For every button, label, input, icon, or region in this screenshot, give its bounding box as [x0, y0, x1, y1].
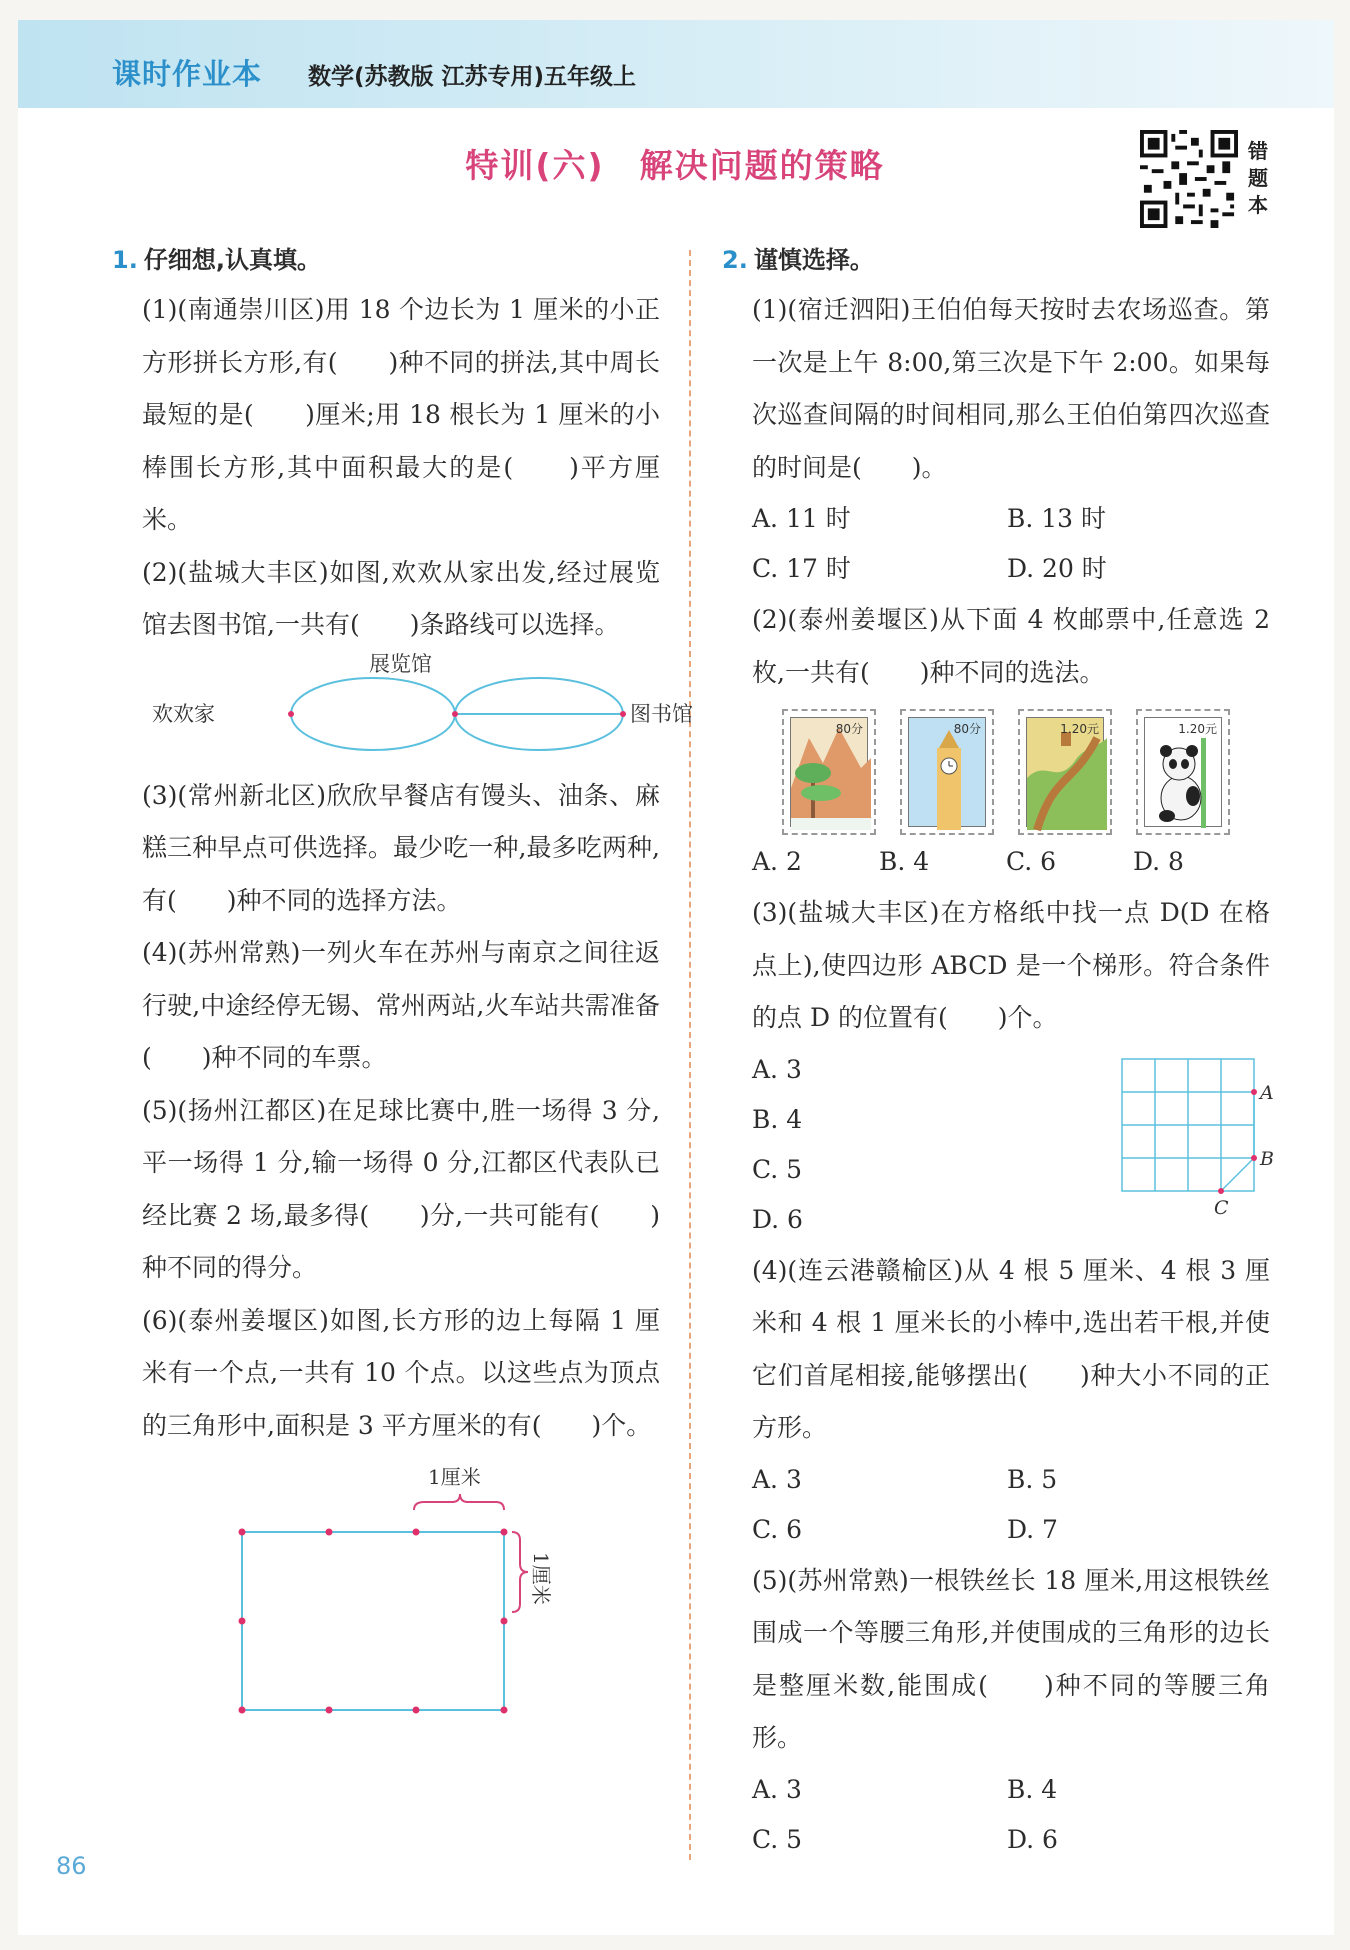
section-1-heading [112, 240, 660, 280]
q2-2-options [752, 837, 1270, 887]
option-d[interactable]: D. 7 [1007, 1514, 1058, 1544]
label-b: B [1260, 1147, 1274, 1170]
question-2-3: (3)(盐城大丰区)在方格纸中找一点 D(D 在格点上),使四边形 ABCD 是一个梯形。符合条件的点 D 的位置有( )个。 [752, 898, 1270, 1032]
book-brand: 课时作业本 [112, 57, 263, 91]
option-b[interactable]: B. 13 时 [1007, 504, 1107, 533]
section-1 [112, 240, 693, 1682]
qr-code-icon[interactable] [1140, 130, 1238, 228]
stamp-value: 1.20元 [1060, 722, 1099, 736]
grid-point [239, 1707, 246, 1714]
section-title: 仔细想,认真填。 [143, 246, 321, 274]
option-a[interactable]: A. 3 [752, 1774, 802, 1804]
option-c[interactable]: C. 5 [752, 1824, 803, 1854]
grid-point [239, 1618, 246, 1625]
option-c[interactable]: C. 6 [1006, 847, 1057, 876]
stamp-clocktower [900, 709, 994, 835]
qr-label-char: 错 [1248, 139, 1268, 163]
stamp-value: 80分 [835, 722, 863, 736]
side-unit-label: 1厘米 [529, 1552, 553, 1605]
error-book-label [1248, 138, 1274, 219]
option-d[interactable]: D. 20 时 [1007, 554, 1107, 583]
stamp-panda [1136, 709, 1230, 835]
grid-point [501, 1529, 508, 1536]
grid-point [326, 1707, 333, 1714]
point-a [1251, 1089, 1257, 1095]
option-d[interactable]: D. 8 [1133, 847, 1184, 876]
label-exhibition: 展览馆 [369, 651, 432, 676]
option-a[interactable]: A. 3 [752, 1054, 802, 1084]
question-1-4: (4)(苏州常熟)一列火车在苏州与南京之间往返行驶,中途经停无锡、常州两站,火车站共需准备( )种不同的车票。 [142, 938, 660, 1072]
grid-point [501, 1707, 508, 1714]
q2-5-options-row2 [752, 1815, 1270, 1865]
grid-point [239, 1529, 246, 1536]
grid-point [413, 1707, 420, 1714]
label-a: A [1260, 1081, 1274, 1104]
question-2-2: (2)(泰州姜堰区)从下面 4 枚邮票中,任意选 2 枚,一共有( )种不同的选法。 [752, 605, 1270, 687]
section-title: 谨慎选择。 [753, 246, 874, 274]
q2-4-options-row2 [752, 1505, 1270, 1555]
option-b[interactable]: B. 4 [1007, 1774, 1058, 1804]
stamp-value: 80分 [953, 722, 981, 736]
label-library: 图书馆 [630, 701, 693, 726]
route-arc-1 [291, 678, 455, 750]
label-home: 欢欢家 [152, 701, 215, 726]
stamp-value: 1.20元 [1178, 722, 1217, 736]
question-1-3: (3)(常州新北区)欣欣早餐店有馒头、油条、麻糕三种早点可供选择。最少吃一种,最多吃两种,有( )种不同的选择方法。 [142, 780, 660, 915]
q2-5-options-row1 [752, 1765, 1270, 1815]
section-2-heading [722, 240, 1270, 280]
option-b[interactable]: B. 5 [1007, 1464, 1058, 1494]
option-c[interactable]: C. 5 [752, 1154, 803, 1184]
question-1-2: (2)(盐城大丰区)如图,欢欢从家出发,经过展览馆去图书馆,一共有( )条路线可以选择。 [142, 557, 660, 639]
stamp-great-wall [1018, 709, 1112, 835]
top-unit-label: 1厘米 [428, 1465, 481, 1489]
option-a[interactable]: A. 3 [752, 1464, 802, 1494]
section-2 [722, 240, 1274, 1865]
option-c[interactable]: C. 17 时 [752, 554, 851, 583]
stamp-mountain [782, 709, 876, 835]
grid-point [326, 1529, 333, 1536]
label-c: C [1214, 1196, 1229, 1219]
q2-3-block [752, 1045, 1274, 1245]
grid-point [413, 1529, 420, 1536]
q2-1-options-row2 [752, 544, 1270, 594]
qr-label-char: 题 [1248, 166, 1268, 190]
grid-paper [1112, 1049, 1292, 1229]
column-divider [689, 250, 691, 1860]
question-1-1: (1)(南通崇川区)用 18 个边长为 1 厘米的小正方形拼长方形,有( )种不同的拼法,其中周长最短的是( )厘米;用 18 根长为 1 厘米的小棒围长方形,其中面积最大的是( )平方厘米。 [142, 295, 660, 534]
q2-4-options-row1 [752, 1455, 1270, 1505]
grid-point [501, 1618, 508, 1625]
q2-1-options-row1 [752, 494, 1270, 544]
question-1-5: (5)(扬州江都区)在足球比赛中,胜一场得 3 分,平一场得 1 分,输一场得 0 分,江都区代表队已经比赛 2 场,最多得( )分,一共可能有( )种不同的得分。 [142, 1095, 660, 1282]
top-brace [414, 1494, 504, 1510]
route-diagram [112, 651, 693, 770]
section-number: 1. [112, 246, 138, 274]
home-point [288, 711, 294, 717]
stamps-figure [752, 699, 1270, 837]
side-brace [512, 1532, 528, 1612]
option-b[interactable]: B. 4 [752, 1104, 803, 1134]
exhibition-point [452, 711, 458, 717]
option-b[interactable]: B. 4 [879, 847, 930, 876]
section-number: 2. [722, 246, 748, 274]
book-subject: 数学(苏教版 江苏专用)五年级上 [308, 64, 637, 90]
option-a[interactable]: A. 11 时 [752, 504, 851, 533]
qr-label-char: 本 [1248, 193, 1268, 217]
question-2-4: (4)(连云港赣榆区)从 4 根 5 厘米、4 根 3 厘米和 4 根 1 厘米长的小棒中,选出若干根,并使它们首尾相接,能够摆出( )种大小不同的正方形。 [752, 1255, 1270, 1442]
library-point [620, 711, 626, 717]
question-2-5: (5)(苏州常熟)一根铁丝长 18 厘米,用这根铁丝围成一个等腰三角形,并使围成的三角形的边长是整厘米数,能围成( )种不同的等腰三角形。 [752, 1565, 1270, 1752]
page-number: 86 [56, 1852, 87, 1880]
option-c[interactable]: C. 6 [752, 1514, 803, 1544]
point-b [1251, 1155, 1257, 1161]
rectangle-dots-diagram [112, 1452, 660, 1682]
option-d[interactable]: D. 6 [1007, 1824, 1058, 1854]
point-c [1218, 1188, 1224, 1194]
page-title: 特训(六) 解决问题的策略 [465, 146, 885, 185]
option-a[interactable]: A. 2 [752, 847, 802, 876]
option-d[interactable]: D. 6 [752, 1204, 803, 1234]
question-1-6: (6)(泰州姜堰区)如图,长方形的边上每隔 1 厘米有一个点,一共有 10 个点。以这些点为顶点的三角形中,面积是 3 平方厘米的有( )个。 [142, 1305, 660, 1440]
q2-3-options [752, 1045, 803, 1245]
question-2-1: (1)(宿迁泗阳)王伯伯每天按时去农场巡查。第一次是上午 8:00,第三次是下午 2:00。如果每次巡查间隔的时间相同,那么王伯伯第四次巡查的时间是( )。 [752, 295, 1270, 482]
